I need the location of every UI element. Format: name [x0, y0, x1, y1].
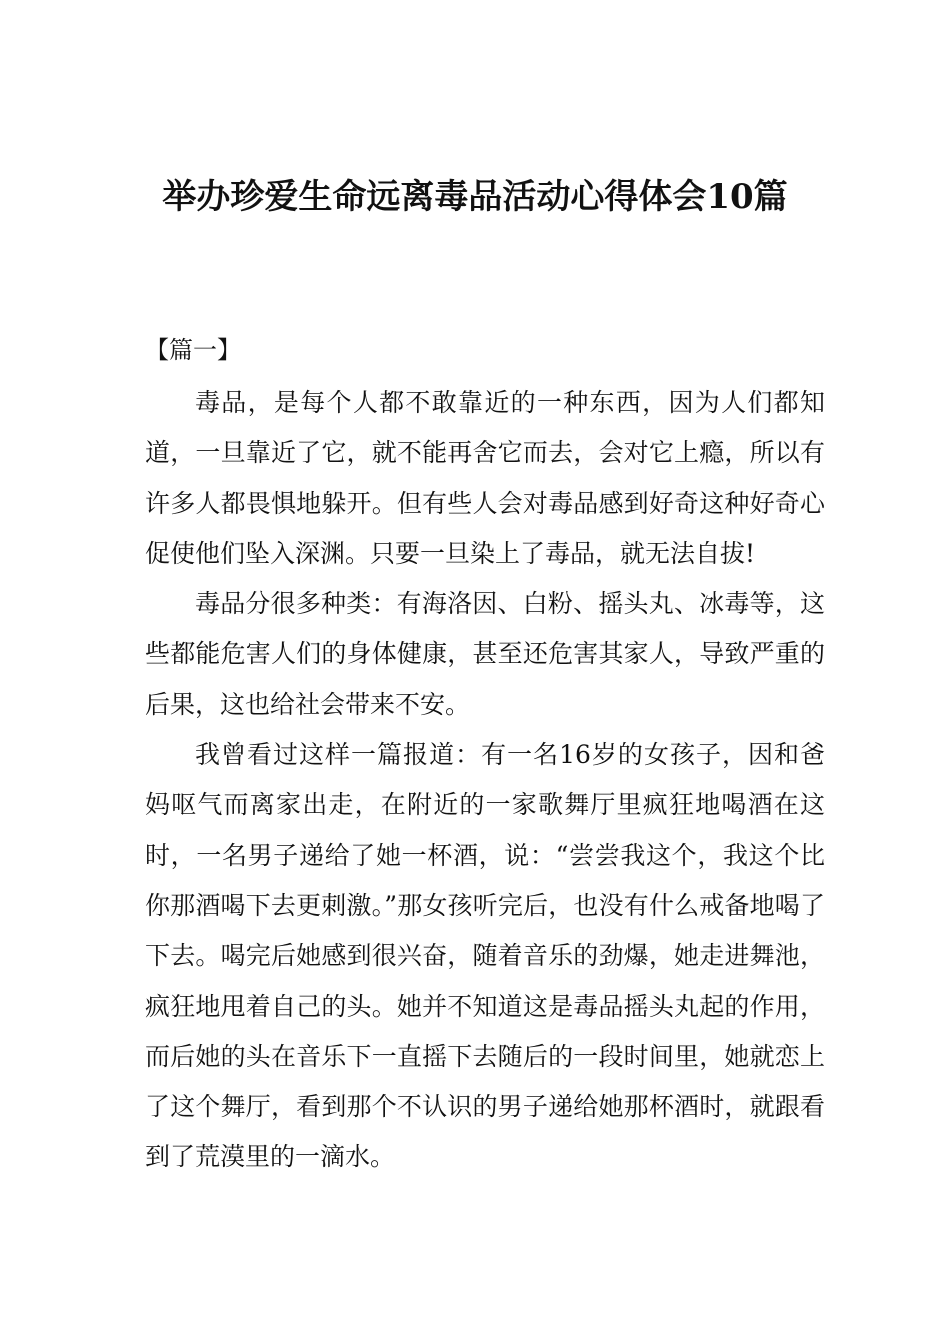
section-heading: 【篇一】 — [145, 336, 241, 364]
document-body — [145, 378, 825, 1183]
paragraph-2: 毒品分很多种类：有海洛因、白粉、摇头丸、冰毒等，这些都能危害人们的身体健康，甚至还危害其家人，导致严重的后果，这也给社会带来不安。 — [145, 589, 825, 719]
document-title: 举办珍爱生命远离毒品活动心得体会10篇 — [162, 177, 788, 217]
paragraph-1: 毒品，是每个人都不敢靠近的一种东西，因为人们都知道，一旦靠近了它，就不能再舍它而去，会对它上瘾，所以有许多人都畏惧地躲开。但有些人会对毒品感到好奇这种好奇心促使他们坠入深渊。只要一旦染上了毒品，就无法自拔! — [145, 388, 825, 568]
paragraph-3: 我曾看过这样一篇报道：有一名16岁的女孩子，因和爸妈呕气而离家出走，在附近的一家歌舞厅里疯狂地喝酒在这时，一名男子递给了她一杯酒，说：“尝尝我这个，我这个比你那酒喝下去更刺激。”那女孩听完后，也没有什么戒备地喝了下去。喝完后她感到很兴奋，随着音乐的劲爆，她走进舞池，疯狂地甩着自己的头。她并不知道这是毒品摇头丸起的作用，而后她的头在音乐下一直摇下去随后的一段时间里，她就恋上了这个舞厅，看到那个不认识的男子递给她那杯酒时，就跟看到了荒漠里的一滴水。 — [145, 740, 825, 1172]
